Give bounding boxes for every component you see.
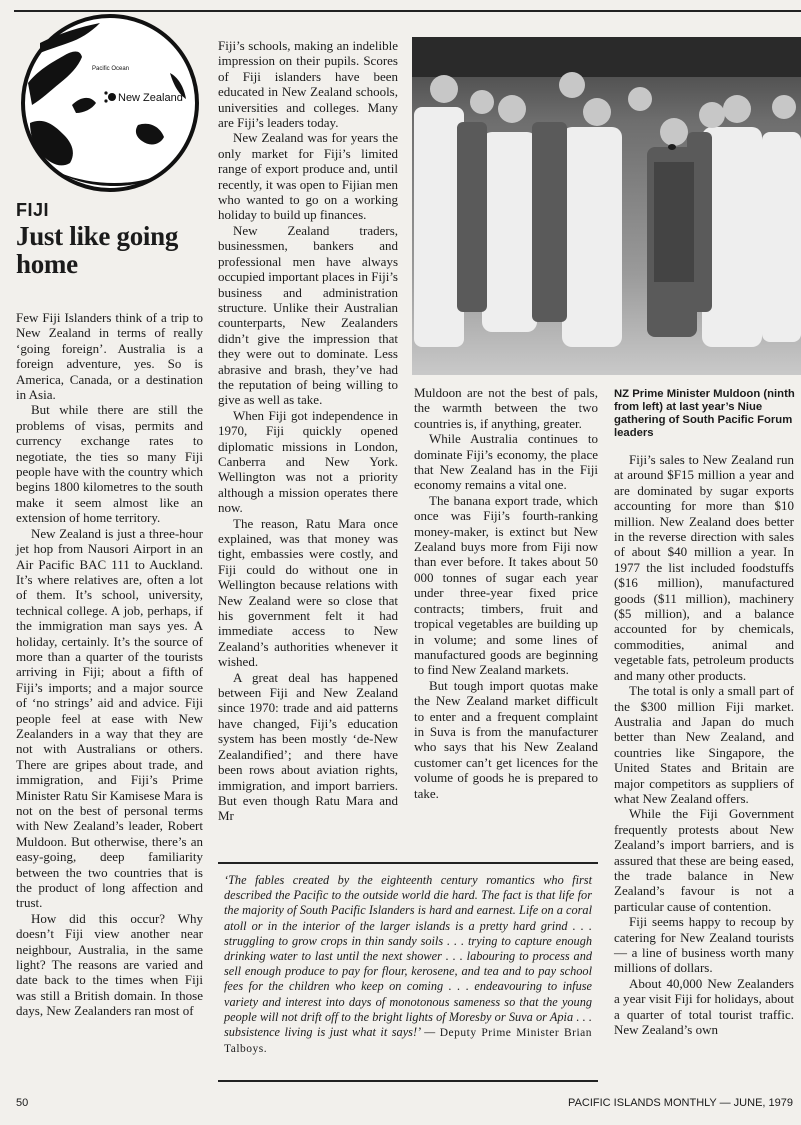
page-number: 50	[16, 1097, 29, 1109]
globe-map	[20, 13, 200, 193]
paragraph: The reason, Ratu Mara once explained, was that money was tight, embassies were costly, and Fiji could do without one in Wellington because relations with New Zealand were so close that his government felt it had immediate access to New Zealand’s authorities whenever it wished.	[218, 515, 398, 670]
paragraph: New Zealand was for years the only market for Fiji’s limited range of export produce and, until recently, it was open to Fijian men who wanted to go on a working holiday to build up finances.	[218, 130, 398, 223]
photo-caption: NZ Prime Minister Muldoon (ninth from left) at last year’s Niue gathering of South Pacific Forum leaders	[614, 388, 795, 439]
paragraph: About 40,000 New Zealanders a year visit Fiji for holidays, about a quarter of total tourist traffic. New Zealand’s own	[614, 975, 794, 1038]
paragraph: New Zealand traders, businessmen, bankers and professional men have always occupied important places in Fiji’s business and administration structure. Unlike their Australian counterparts, New Zealanders didn’t give the impression that they were out to dominate. Less abrasive and brash, they’ve had the reputation of being willing to give as well as take.	[218, 222, 398, 408]
headline: Just like going home	[16, 221, 179, 279]
paragraph: New Zealand is just a three-hour jet hop from Nausori Airport in an Air Pacific BAC 111 to Auckland. It’s where relatives are, often a lot of them. It’s school, university, technical college. A job, perhaps, if the immigration man says yes. A holiday, certainly. It’s the source of more than a quarter of the tourists arriving in Fiji; about a fifth of Fiji’s imports; and a major source of ‘no strings’ aid and advice. Fiji people feel at ease with New Zealanders in a way that they are not with Australians or others. There are gripes about trade, and immigration, and Fiji’s Prime Minister Ratu Sir Kamisese Mara is not on the best of personal terms with New Zealand’s leader, Robert Muldoon. But otherwise, there’s an easy-going, deep familiarity between the two countries that is the product of long affection and trust.	[16, 525, 203, 911]
quote-attribution: Deputy Prime Minister Brian Talboys.	[224, 1027, 593, 1056]
article-column-4	[614, 452, 794, 1037]
paragraph: But tough import quotas make the New Zealand market difficult to enter and a frequent complaint in Suva is from the manufacturer who says that his New Zealand customer can’t get licences for the volume of goods he is prepared to take.	[414, 677, 598, 801]
paragraph: Muldoon are not the best of pals, the warmth between the two countries is, if anything, greater.	[414, 385, 598, 431]
paragraph: Few Fiji Islanders think of a trip to New Zealand in terms of really ‘going foreign’. Australia is a foreign adventure, yes. So is America, Canada, or a destination in Asia.	[16, 310, 203, 403]
paragraph: The total is only a small part of the $300 million Fiji market. Australia and Japan do much better than New Zealand, and countries like Singapore, the United States and Britain are major competitors as suppliers of what New Zealand offers.	[614, 683, 794, 806]
paragraph: How did this occur? Why doesn’t Fiji view another near neighbour, Australia, in the same light? The reasons are varied and date back to the times when Fiji was still a British domain. In those days, New Zealanders ran most of	[16, 910, 203, 1019]
article-column-3	[414, 385, 598, 801]
group-photo	[412, 37, 801, 375]
quote-rule-bottom	[218, 1080, 598, 1082]
publication-footer: PACIFIC ISLANDS MONTHLY — JUNE, 1979	[568, 1097, 793, 1109]
article-column-2	[218, 38, 398, 824]
top-rule	[14, 10, 801, 12]
paragraph: A great deal has happened between Fiji and New Zealand since 1970: trade and aid patterns have changed, Fiji’s education system has been mostly ‘de-New Zealandified’; and there have been rows about aviation rights, immigration, and import barriers. But even though Ratu Mara and Mr	[218, 669, 398, 824]
map-country-label: New Zealand	[118, 92, 183, 104]
paragraph: Fiji’s sales to New Zealand run at around $F15 million a year and are dominated by sugar exports accounting for more than $10 million. New Zealand does better in the reverse direction with sales of about $40 million a year. In 1977 the list included foodstuffs ($16 million), manufactured goods ($11 million), machinery ($5 million), and a balance accounted for by chemicals, commodities, animal and vegetable fats, petroleum products and many other products.	[614, 452, 794, 683]
paragraph: While the Fiji Government frequently protests about New Zealand’s import barriers, and is assured that these are being eased, the trade balance in New Zealand’s favour is not a particular cause of contention.	[614, 806, 794, 914]
quote-text: ‘The fables created by the eighteenth century romantics who first described the Pacific to the outside world die hard. The fact is that life for the majority of South Pacific Islanders is hard and earnest. Life on a coral atoll or in the interior of the larger islands is a pretty hard grind . . . struggling to grow crops in thin sandy soils . . . trying to capture enough drinking water to last until the next shower . . . labouring to process and sell enough produce to pay for flour, kerosene, and tea and to pay school fees for the children who keep on coming . . . endeavouring to infuse variety and interest into days of monotonous sameness so that the young people will not drift off to the bright lights of Moresby or Suva or Apia . . . subsistence living is just what it says!’ —	[224, 873, 592, 1040]
paragraph: When Fiji got independence in 1970, Fiji quickly opened diplomatic missions in London, Canberra and New York. Wellington was not a priority although a mission operates there now.	[218, 407, 398, 516]
paragraph: Fiji seems happy to recoup by catering for New Zealand tourists — a line of business worth many millions of dollars.	[614, 914, 794, 976]
paragraph: The banana export trade, which once was Fiji’s fourth-ranking money-maker, is extinct but New Zealand buys more from Fiji now than ever before. It takes about 50 000 tonnes of sugar each year under three-year fixed price contracts; timbers, fruit and tropical vegetables are building up in volume; and some lines of manufactured goods are beginning to find New Zealand markets.	[414, 492, 598, 678]
paragraph: Fiji’s schools, making an indelible impression on their pupils. Scores of Fiji islanders have been educated in New Zealand schools, universities and colleges. Many are Fiji’s leaders today.	[218, 38, 398, 131]
paragraph: While Australia continues to dominate Fiji’s economy, the place that New Zealand has in the Fiji economy remains a vital one.	[414, 431, 598, 493]
quote-rule-top	[218, 862, 598, 864]
pull-quote	[224, 873, 592, 1057]
map-ocean-label: Pacific Ocean	[92, 66, 130, 72]
paragraph: But while there are still the problems of visas, permits and currency exchange rates to negotiate, the ties so many Fiji people have with the country which begins 1800 kilometres to the south make it seem almost like an extension of home territory.	[16, 402, 203, 526]
article-column-1	[16, 310, 203, 1019]
section-label: FIJI	[16, 200, 50, 220]
